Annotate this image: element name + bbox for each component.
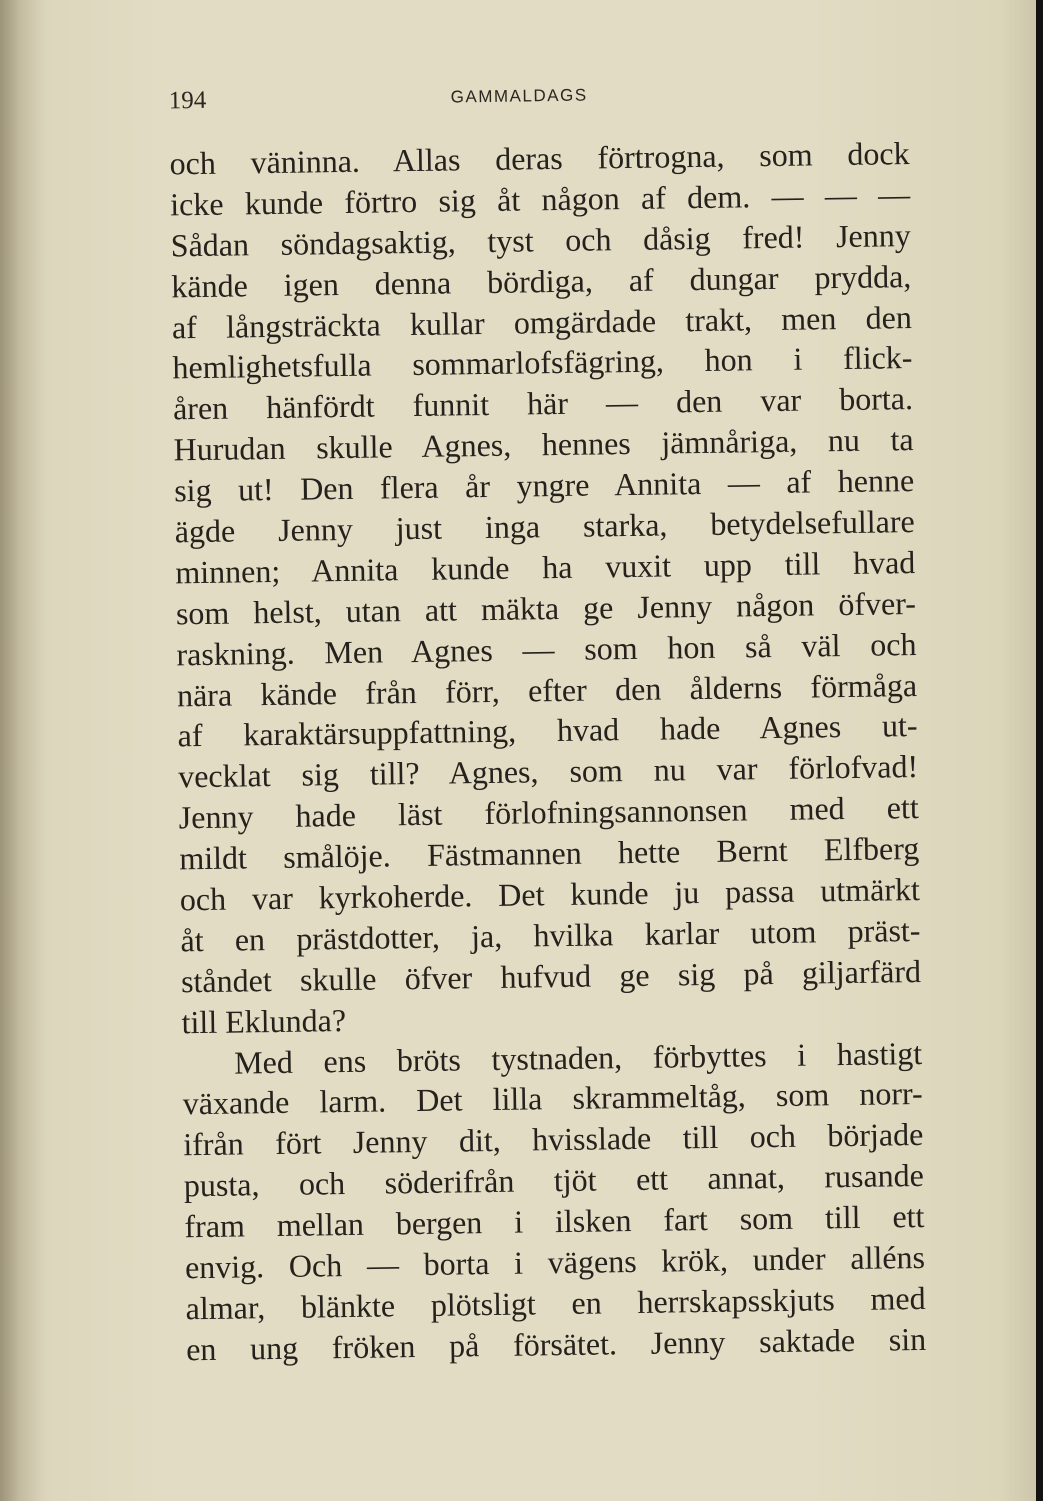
text-line: ståndet skulle öfver hufvud ge sig på giljarfärd (180, 952, 922, 1000)
text-line: mildt smålöje. Fästmannen hette Bernt Elfberg (179, 830, 920, 877)
paragraph-end-line: till Eklunda? (181, 1001, 347, 1041)
text-line: af långsträckta kullar omgärdade trakt, men den (171, 298, 913, 345)
page-header (169, 75, 929, 126)
text-line: en ung fröken på försätet. Jenny saktade sin (185, 1320, 927, 1368)
page-number: 194 (168, 86, 207, 115)
text-line: åren hänfördt funnit här — den var borta. (172, 380, 914, 427)
paragraph-start-line: Med ens bröts tystnaden, förbyttes i hastigt (233, 1034, 923, 1081)
text-line: sig ut! Den flera år yngre Annita — af henne (173, 462, 915, 509)
text-line: Jenny hade läst förlofningsannonsen med ett (178, 789, 919, 836)
text-line: envig. Och — borta i vägens krök, under alléns (184, 1239, 926, 1286)
text-line: icke kunde förtro sig åt någon af dem. — — — (169, 175, 911, 223)
text-line: ifrån fört Jenny dit, hvisslade till och började (183, 1116, 924, 1163)
text-line: nära kände från förr, efter den ålderns förmåga (176, 666, 918, 713)
text-line: raskning. Men Agnes — som hon så väl och (176, 625, 917, 673)
text-line: som helst, utan att mäkta ge Jenny någon öfver- (175, 584, 917, 632)
text-line: och var kyrkoherde. Det kunde ju passa utmärkt (179, 871, 921, 918)
text-line: åt en prästdotter, ja, hvilka karlar utom präst- (180, 911, 921, 959)
text-line: fram mellan bergen i ilsken fart som till ett (184, 1198, 925, 1245)
text-line: hemlighetsfulla sommarlofsfägring, hon i flick- (172, 339, 913, 386)
running-head: GAMMALDAGS (450, 85, 588, 107)
text-line: Sådan söndagsaktig, tyst och dåsig fred! Jenny (170, 216, 911, 264)
text-line: minnen; Annita kunde ha vuxit upp till hvad (175, 543, 916, 591)
text-line: och väninna. Allas deras förtrogna, som dock (169, 135, 910, 182)
text-line: almar, blänkte plötsligt en herrskapsskjuts med (185, 1279, 926, 1327)
text-line: ägde Jenny just inga starka, betydelsefullare (174, 503, 915, 550)
text-line: pusta, och söderifrån tjöt ett annat, rusande (183, 1157, 925, 1204)
text-line: af karaktärsuppfattning, hvad hade Agnes ut- (177, 707, 918, 754)
text-line: kände igen denna bördiga, af dungar prydda, (171, 257, 912, 305)
body-text (169, 133, 926, 1370)
text-line: växande larm. Det lilla skrammeltåg, som norr- (182, 1075, 923, 1122)
text-line: vecklat sig till? Agnes, som nu var förlofvad! (177, 748, 919, 795)
text-line: Hurudan skulle Agnes, hennes jämnåriga, nu ta (173, 421, 914, 468)
